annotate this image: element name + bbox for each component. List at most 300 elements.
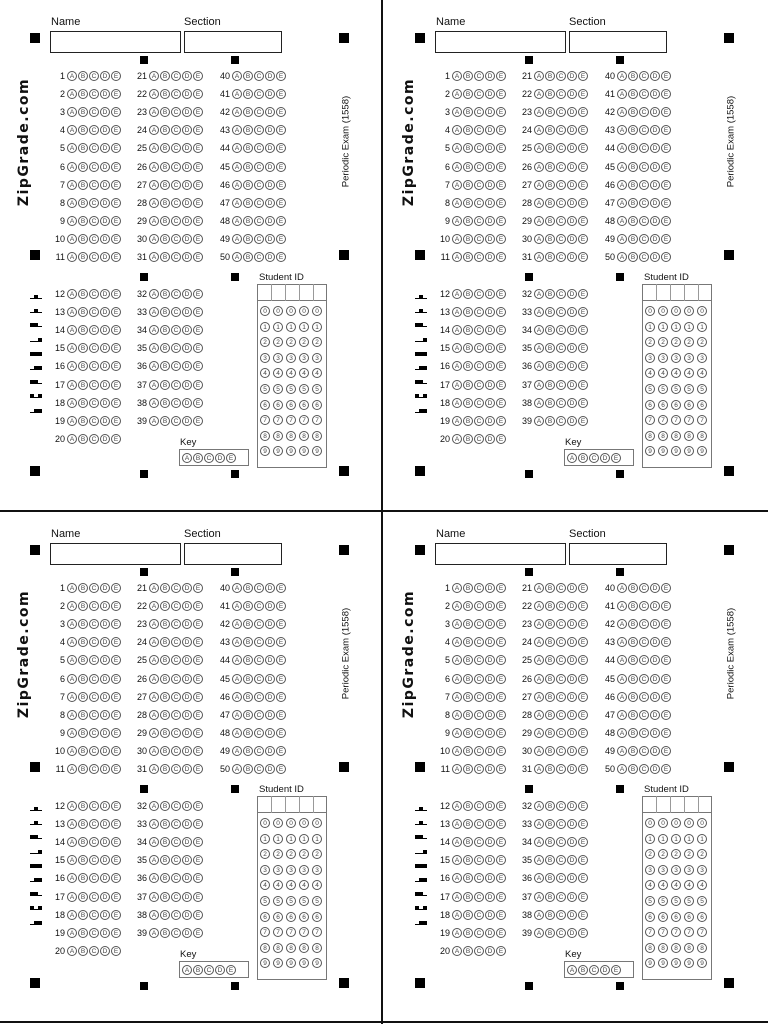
student-id-bubble[interactable]: 1 xyxy=(684,322,694,332)
student-id-bubble[interactable]: 1 xyxy=(658,322,668,332)
answer-bubble-a[interactable]: A xyxy=(149,819,159,829)
answer-bubble-d[interactable]: D xyxy=(100,307,110,317)
student-id-bubble[interactable]: 8 xyxy=(684,943,694,953)
answer-bubble-d[interactable]: D xyxy=(182,198,192,208)
answer-bubble-a[interactable]: A xyxy=(534,873,544,883)
answer-bubble-a[interactable]: A xyxy=(452,343,462,353)
answer-bubble-a[interactable]: A xyxy=(149,307,159,317)
answer-bubble-e[interactable]: E xyxy=(496,343,506,353)
student-id-bubble[interactable]: 3 xyxy=(658,865,668,875)
answer-bubble-d[interactable]: D xyxy=(100,837,110,847)
answer-bubble-c[interactable]: C xyxy=(474,910,484,920)
answer-bubble-b[interactable]: B xyxy=(463,910,473,920)
answer-bubble-a[interactable]: A xyxy=(534,655,544,665)
answer-bubble-a[interactable]: A xyxy=(232,583,242,593)
answer-bubble-a[interactable]: A xyxy=(149,162,159,172)
student-id-bubble[interactable]: 2 xyxy=(671,849,681,859)
answer-bubble-d[interactable]: D xyxy=(182,398,192,408)
answer-bubble-d[interactable]: D xyxy=(100,343,110,353)
key-bubble-e[interactable]: E xyxy=(611,453,621,463)
answer-bubble-c[interactable]: C xyxy=(639,728,649,738)
answer-bubble-e[interactable]: E xyxy=(276,746,286,756)
answer-bubble-e[interactable]: E xyxy=(111,655,121,665)
student-id-bubble[interactable]: 1 xyxy=(697,834,707,844)
student-id-bubble[interactable]: 3 xyxy=(645,865,655,875)
student-id-bubble[interactable]: 5 xyxy=(299,384,309,394)
answer-bubble-d[interactable]: D xyxy=(485,910,495,920)
answer-bubble-e[interactable]: E xyxy=(111,162,121,172)
answer-bubble-d[interactable]: D xyxy=(100,198,110,208)
answer-bubble-c[interactable]: C xyxy=(474,764,484,774)
answer-bubble-d[interactable]: D xyxy=(265,710,275,720)
answer-bubble-a[interactable]: A xyxy=(149,910,159,920)
student-id-bubble[interactable]: 6 xyxy=(299,912,309,922)
answer-bubble-a[interactable]: A xyxy=(67,655,77,665)
answer-bubble-c[interactable]: C xyxy=(639,674,649,684)
answer-bubble-a[interactable]: A xyxy=(534,380,544,390)
answer-bubble-b[interactable]: B xyxy=(78,234,88,244)
answer-bubble-d[interactable]: D xyxy=(265,162,275,172)
answer-bubble-e[interactable]: E xyxy=(111,619,121,629)
answer-bubble-d[interactable]: D xyxy=(485,107,495,117)
answer-bubble-e[interactable]: E xyxy=(496,162,506,172)
answer-bubble-a[interactable]: A xyxy=(67,434,77,444)
student-id-bubble[interactable]: 6 xyxy=(658,912,668,922)
answer-bubble-c[interactable]: C xyxy=(171,619,181,629)
answer-bubble-b[interactable]: B xyxy=(628,89,638,99)
answer-bubble-e[interactable]: E xyxy=(193,398,203,408)
answer-bubble-c[interactable]: C xyxy=(89,398,99,408)
answer-bubble-a[interactable]: A xyxy=(617,637,627,647)
student-id-bubble[interactable]: 8 xyxy=(312,943,322,953)
student-id-bubble[interactable]: 3 xyxy=(299,353,309,363)
answer-bubble-b[interactable]: B xyxy=(545,343,555,353)
answer-bubble-c[interactable]: C xyxy=(254,180,264,190)
answer-bubble-d[interactable]: D xyxy=(567,655,577,665)
answer-bubble-e[interactable]: E xyxy=(193,307,203,317)
student-id-bubble[interactable]: 9 xyxy=(260,446,270,456)
answer-bubble-a[interactable]: A xyxy=(534,398,544,408)
answer-bubble-b[interactable]: B xyxy=(78,289,88,299)
student-id-bubble[interactable]: 8 xyxy=(671,431,681,441)
answer-bubble-c[interactable]: C xyxy=(474,107,484,117)
answer-bubble-d[interactable]: D xyxy=(650,746,660,756)
answer-bubble-d[interactable]: D xyxy=(650,180,660,190)
answer-bubble-a[interactable]: A xyxy=(534,198,544,208)
answer-bubble-d[interactable]: D xyxy=(100,361,110,371)
student-id-bubble[interactable]: 5 xyxy=(684,384,694,394)
answer-bubble-a[interactable]: A xyxy=(617,252,627,262)
answer-bubble-a[interactable]: A xyxy=(617,198,627,208)
answer-bubble-b[interactable]: B xyxy=(78,434,88,444)
answer-bubble-b[interactable]: B xyxy=(78,583,88,593)
answer-bubble-e[interactable]: E xyxy=(193,892,203,902)
answer-bubble-b[interactable]: B xyxy=(160,343,170,353)
answer-bubble-a[interactable]: A xyxy=(67,946,77,956)
answer-bubble-a[interactable]: A xyxy=(67,361,77,371)
student-id-bubble[interactable]: 6 xyxy=(260,912,270,922)
answer-bubble-b[interactable]: B xyxy=(545,892,555,902)
student-id-bubble[interactable]: 2 xyxy=(645,337,655,347)
answer-bubble-a[interactable]: A xyxy=(149,692,159,702)
answer-bubble-a[interactable]: A xyxy=(534,801,544,811)
answer-bubble-d[interactable]: D xyxy=(265,764,275,774)
name-field[interactable] xyxy=(50,31,181,53)
answer-bubble-e[interactable]: E xyxy=(578,873,588,883)
answer-bubble-a[interactable]: A xyxy=(232,674,242,684)
student-id-bubble[interactable]: 5 xyxy=(312,896,322,906)
answer-bubble-b[interactable]: B xyxy=(160,746,170,756)
answer-bubble-c[interactable]: C xyxy=(474,125,484,135)
answer-bubble-d[interactable]: D xyxy=(485,162,495,172)
key-bubble-b[interactable]: B xyxy=(578,965,588,975)
answer-bubble-e[interactable]: E xyxy=(578,380,588,390)
answer-bubble-a[interactable]: A xyxy=(452,892,462,902)
answer-bubble-a[interactable]: A xyxy=(534,234,544,244)
student-id-bubble[interactable]: 3 xyxy=(312,865,322,875)
answer-bubble-c[interactable]: C xyxy=(254,601,264,611)
answer-bubble-d[interactable]: D xyxy=(100,434,110,444)
answer-bubble-a[interactable]: A xyxy=(452,71,462,81)
answer-bubble-e[interactable]: E xyxy=(193,380,203,390)
answer-bubble-c[interactable]: C xyxy=(556,601,566,611)
answer-bubble-a[interactable]: A xyxy=(617,655,627,665)
answer-bubble-a[interactable]: A xyxy=(232,764,242,774)
answer-bubble-b[interactable]: B xyxy=(628,216,638,226)
answer-bubble-e[interactable]: E xyxy=(111,71,121,81)
answer-bubble-e[interactable]: E xyxy=(661,162,671,172)
answer-bubble-a[interactable]: A xyxy=(67,837,77,847)
key-bubble-d[interactable]: D xyxy=(600,453,610,463)
answer-bubble-b[interactable]: B xyxy=(545,416,555,426)
answer-bubble-a[interactable]: A xyxy=(452,198,462,208)
answer-bubble-a[interactable]: A xyxy=(232,162,242,172)
answer-bubble-e[interactable]: E xyxy=(578,601,588,611)
answer-bubble-e[interactable]: E xyxy=(578,892,588,902)
answer-bubble-b[interactable]: B xyxy=(463,107,473,117)
answer-bubble-e[interactable]: E xyxy=(496,746,506,756)
student-id-bubble[interactable]: 3 xyxy=(645,353,655,363)
student-id-bubble[interactable]: 9 xyxy=(312,446,322,456)
answer-bubble-a[interactable]: A xyxy=(67,873,77,883)
answer-bubble-c[interactable]: C xyxy=(474,855,484,865)
answer-bubble-c[interactable]: C xyxy=(89,855,99,865)
answer-bubble-b[interactable]: B xyxy=(78,746,88,756)
answer-bubble-d[interactable]: D xyxy=(182,234,192,244)
answer-bubble-d[interactable]: D xyxy=(485,89,495,99)
student-id-bubble[interactable]: 7 xyxy=(260,927,270,937)
answer-bubble-e[interactable]: E xyxy=(496,764,506,774)
answer-bubble-d[interactable]: D xyxy=(650,71,660,81)
answer-bubble-e[interactable]: E xyxy=(193,89,203,99)
answer-bubble-a[interactable]: A xyxy=(534,601,544,611)
answer-bubble-e[interactable]: E xyxy=(496,180,506,190)
answer-bubble-a[interactable]: A xyxy=(67,252,77,262)
answer-bubble-d[interactable]: D xyxy=(650,125,660,135)
answer-bubble-d[interactable]: D xyxy=(182,325,192,335)
student-id-bubble[interactable]: 6 xyxy=(684,400,694,410)
answer-bubble-e[interactable]: E xyxy=(578,692,588,702)
answer-bubble-d[interactable]: D xyxy=(567,234,577,244)
answer-bubble-e[interactable]: E xyxy=(276,71,286,81)
student-id-bubble[interactable]: 9 xyxy=(645,958,655,968)
student-id-bubble[interactable]: 3 xyxy=(273,353,283,363)
answer-bubble-d[interactable]: D xyxy=(100,764,110,774)
answer-bubble-c[interactable]: C xyxy=(474,307,484,317)
student-id-bubble[interactable]: 7 xyxy=(658,415,668,425)
answer-bubble-b[interactable]: B xyxy=(243,234,253,244)
student-id-bubble[interactable]: 0 xyxy=(671,306,681,316)
answer-bubble-a[interactable]: A xyxy=(534,692,544,702)
student-id-bubble[interactable]: 1 xyxy=(312,322,322,332)
student-id-bubble[interactable]: 4 xyxy=(273,368,283,378)
key-bubble-b[interactable]: B xyxy=(193,453,203,463)
answer-bubble-b[interactable]: B xyxy=(463,946,473,956)
answer-bubble-c[interactable]: C xyxy=(556,655,566,665)
answer-bubble-c[interactable]: C xyxy=(171,655,181,665)
answer-bubble-e[interactable]: E xyxy=(276,143,286,153)
answer-bubble-a[interactable]: A xyxy=(534,71,544,81)
answer-bubble-b[interactable]: B xyxy=(78,198,88,208)
answer-bubble-d[interactable]: D xyxy=(182,289,192,299)
answer-bubble-e[interactable]: E xyxy=(661,728,671,738)
answer-bubble-b[interactable]: B xyxy=(243,655,253,665)
answer-bubble-b[interactable]: B xyxy=(463,180,473,190)
key-bubble-e[interactable]: E xyxy=(226,965,236,975)
key-bubble-a[interactable]: A xyxy=(182,965,192,975)
student-id-bubble[interactable]: 3 xyxy=(260,865,270,875)
answer-bubble-d[interactable]: D xyxy=(182,180,192,190)
answer-bubble-b[interactable]: B xyxy=(78,216,88,226)
answer-bubble-c[interactable]: C xyxy=(171,837,181,847)
answer-bubble-b[interactable]: B xyxy=(628,162,638,172)
answer-bubble-e[interactable]: E xyxy=(193,162,203,172)
answer-bubble-d[interactable]: D xyxy=(567,764,577,774)
answer-bubble-d[interactable]: D xyxy=(182,252,192,262)
answer-bubble-b[interactable]: B xyxy=(78,180,88,190)
answer-bubble-c[interactable]: C xyxy=(556,307,566,317)
student-id-bubble[interactable]: 3 xyxy=(299,865,309,875)
answer-bubble-a[interactable]: A xyxy=(534,162,544,172)
answer-bubble-e[interactable]: E xyxy=(496,416,506,426)
answer-bubble-e[interactable]: E xyxy=(111,398,121,408)
student-id-bubble[interactable]: 0 xyxy=(645,306,655,316)
answer-bubble-e[interactable]: E xyxy=(496,892,506,902)
answer-bubble-c[interactable]: C xyxy=(89,71,99,81)
answer-bubble-c[interactable]: C xyxy=(556,325,566,335)
answer-bubble-a[interactable]: A xyxy=(452,180,462,190)
answer-bubble-e[interactable]: E xyxy=(111,674,121,684)
answer-bubble-c[interactable]: C xyxy=(474,325,484,335)
answer-bubble-b[interactable]: B xyxy=(463,837,473,847)
answer-bubble-d[interactable]: D xyxy=(650,655,660,665)
answer-bubble-a[interactable]: A xyxy=(534,289,544,299)
answer-bubble-e[interactable]: E xyxy=(496,252,506,262)
student-id-bubble[interactable]: 6 xyxy=(286,912,296,922)
answer-bubble-a[interactable]: A xyxy=(452,837,462,847)
answer-bubble-a[interactable]: A xyxy=(534,416,544,426)
student-id-bubble[interactable]: 7 xyxy=(658,927,668,937)
answer-bubble-e[interactable]: E xyxy=(578,619,588,629)
answer-bubble-a[interactable]: A xyxy=(452,107,462,117)
answer-bubble-e[interactable]: E xyxy=(193,198,203,208)
answer-bubble-e[interactable]: E xyxy=(578,746,588,756)
answer-bubble-a[interactable]: A xyxy=(67,216,77,226)
student-id-bubble[interactable]: 5 xyxy=(671,896,681,906)
student-id-bubble[interactable]: 3 xyxy=(658,353,668,363)
answer-bubble-d[interactable]: D xyxy=(265,252,275,262)
answer-bubble-c[interactable]: C xyxy=(89,180,99,190)
answer-bubble-e[interactable]: E xyxy=(276,764,286,774)
answer-bubble-d[interactable]: D xyxy=(100,728,110,738)
answer-bubble-b[interactable]: B xyxy=(463,216,473,226)
answer-bubble-d[interactable]: D xyxy=(100,928,110,938)
student-id-bubble[interactable]: 6 xyxy=(312,400,322,410)
student-id-bubble[interactable]: 8 xyxy=(260,431,270,441)
student-id-bubble[interactable]: 9 xyxy=(299,958,309,968)
answer-bubble-b[interactable]: B xyxy=(160,162,170,172)
answer-bubble-c[interactable]: C xyxy=(89,710,99,720)
answer-bubble-a[interactable]: A xyxy=(534,216,544,226)
answer-bubble-b[interactable]: B xyxy=(545,361,555,371)
student-id-bubble[interactable]: 2 xyxy=(260,337,270,347)
answer-bubble-b[interactable]: B xyxy=(160,398,170,408)
answer-bubble-d[interactable]: D xyxy=(485,819,495,829)
student-id-bubble[interactable]: 7 xyxy=(273,415,283,425)
answer-bubble-d[interactable]: D xyxy=(485,601,495,611)
answer-bubble-a[interactable]: A xyxy=(452,434,462,444)
answer-bubble-b[interactable]: B xyxy=(160,416,170,426)
answer-bubble-e[interactable]: E xyxy=(276,710,286,720)
answer-bubble-e[interactable]: E xyxy=(111,710,121,720)
student-id-bubble[interactable]: 0 xyxy=(684,306,694,316)
answer-bubble-b[interactable]: B xyxy=(463,416,473,426)
student-id-bubble[interactable]: 4 xyxy=(312,880,322,890)
answer-bubble-c[interactable]: C xyxy=(474,234,484,244)
answer-bubble-d[interactable]: D xyxy=(650,692,660,702)
answer-bubble-b[interactable]: B xyxy=(463,855,473,865)
answer-bubble-b[interactable]: B xyxy=(628,234,638,244)
answer-bubble-c[interactable]: C xyxy=(254,143,264,153)
answer-bubble-e[interactable]: E xyxy=(496,873,506,883)
student-id-bubble[interactable]: 3 xyxy=(312,353,322,363)
answer-bubble-c[interactable]: C xyxy=(171,307,181,317)
student-id-bubble[interactable]: 3 xyxy=(260,353,270,363)
student-id-bubble[interactable]: 8 xyxy=(299,431,309,441)
answer-bubble-c[interactable]: C xyxy=(171,125,181,135)
student-id-bubble[interactable]: 0 xyxy=(697,306,707,316)
answer-bubble-b[interactable]: B xyxy=(160,325,170,335)
answer-bubble-d[interactable]: D xyxy=(265,746,275,756)
answer-bubble-e[interactable]: E xyxy=(496,637,506,647)
answer-bubble-e[interactable]: E xyxy=(661,655,671,665)
answer-bubble-d[interactable]: D xyxy=(100,234,110,244)
answer-bubble-b[interactable]: B xyxy=(628,619,638,629)
answer-bubble-e[interactable]: E xyxy=(578,162,588,172)
answer-bubble-b[interactable]: B xyxy=(160,692,170,702)
answer-bubble-b[interactable]: B xyxy=(243,728,253,738)
answer-bubble-e[interactable]: E xyxy=(193,728,203,738)
answer-bubble-c[interactable]: C xyxy=(254,655,264,665)
answer-bubble-e[interactable]: E xyxy=(661,71,671,81)
answer-bubble-d[interactable]: D xyxy=(650,234,660,244)
student-id-bubble[interactable]: 2 xyxy=(697,849,707,859)
answer-bubble-c[interactable]: C xyxy=(171,728,181,738)
answer-bubble-a[interactable]: A xyxy=(452,655,462,665)
answer-bubble-e[interactable]: E xyxy=(661,143,671,153)
answer-bubble-e[interactable]: E xyxy=(193,343,203,353)
answer-bubble-e[interactable]: E xyxy=(276,601,286,611)
answer-bubble-c[interactable]: C xyxy=(254,619,264,629)
answer-bubble-d[interactable]: D xyxy=(182,873,192,883)
answer-bubble-a[interactable]: A xyxy=(67,728,77,738)
answer-bubble-d[interactable]: D xyxy=(567,89,577,99)
answer-bubble-c[interactable]: C xyxy=(474,637,484,647)
name-field[interactable] xyxy=(50,543,181,565)
answer-bubble-a[interactable]: A xyxy=(452,234,462,244)
answer-bubble-b[interactable]: B xyxy=(243,674,253,684)
answer-bubble-e[interactable]: E xyxy=(661,746,671,756)
answer-bubble-d[interactable]: D xyxy=(567,398,577,408)
answer-bubble-e[interactable]: E xyxy=(276,637,286,647)
answer-bubble-c[interactable]: C xyxy=(556,107,566,117)
answer-bubble-a[interactable]: A xyxy=(534,710,544,720)
answer-bubble-c[interactable]: C xyxy=(89,728,99,738)
answer-bubble-d[interactable]: D xyxy=(485,398,495,408)
student-id-bubble[interactable]: 5 xyxy=(671,384,681,394)
answer-bubble-b[interactable]: B xyxy=(628,746,638,756)
answer-bubble-b[interactable]: B xyxy=(545,692,555,702)
answer-bubble-b[interactable]: B xyxy=(463,746,473,756)
answer-bubble-d[interactable]: D xyxy=(485,637,495,647)
answer-bubble-a[interactable]: A xyxy=(617,728,627,738)
answer-bubble-a[interactable]: A xyxy=(617,180,627,190)
answer-bubble-b[interactable]: B xyxy=(78,307,88,317)
answer-bubble-b[interactable]: B xyxy=(78,910,88,920)
answer-bubble-b[interactable]: B xyxy=(463,289,473,299)
answer-bubble-a[interactable]: A xyxy=(617,89,627,99)
answer-bubble-a[interactable]: A xyxy=(149,855,159,865)
answer-bubble-a[interactable]: A xyxy=(232,198,242,208)
answer-bubble-c[interactable]: C xyxy=(556,583,566,593)
answer-bubble-e[interactable]: E xyxy=(276,162,286,172)
answer-bubble-b[interactable]: B xyxy=(78,361,88,371)
answer-bubble-d[interactable]: D xyxy=(265,655,275,665)
answer-bubble-e[interactable]: E xyxy=(111,692,121,702)
answer-bubble-c[interactable]: C xyxy=(556,143,566,153)
answer-bubble-c[interactable]: C xyxy=(556,764,566,774)
answer-bubble-e[interactable]: E xyxy=(193,674,203,684)
answer-bubble-a[interactable]: A xyxy=(534,764,544,774)
answer-bubble-d[interactable]: D xyxy=(650,143,660,153)
answer-bubble-e[interactable]: E xyxy=(578,764,588,774)
answer-bubble-a[interactable]: A xyxy=(67,398,77,408)
answer-bubble-b[interactable]: B xyxy=(243,619,253,629)
answer-bubble-c[interactable]: C xyxy=(639,252,649,262)
answer-bubble-a[interactable]: A xyxy=(149,198,159,208)
student-id-bubble[interactable]: 0 xyxy=(671,818,681,828)
student-id-bubble[interactable]: 8 xyxy=(273,943,283,953)
answer-bubble-a[interactable]: A xyxy=(534,307,544,317)
student-id-bubble[interactable]: 4 xyxy=(299,880,309,890)
answer-bubble-c[interactable]: C xyxy=(254,107,264,117)
answer-bubble-c[interactable]: C xyxy=(556,180,566,190)
answer-bubble-c[interactable]: C xyxy=(474,180,484,190)
answer-bubble-a[interactable]: A xyxy=(149,71,159,81)
student-id-bubble[interactable]: 1 xyxy=(299,322,309,332)
answer-bubble-d[interactable]: D xyxy=(100,252,110,262)
answer-bubble-c[interactable]: C xyxy=(556,234,566,244)
